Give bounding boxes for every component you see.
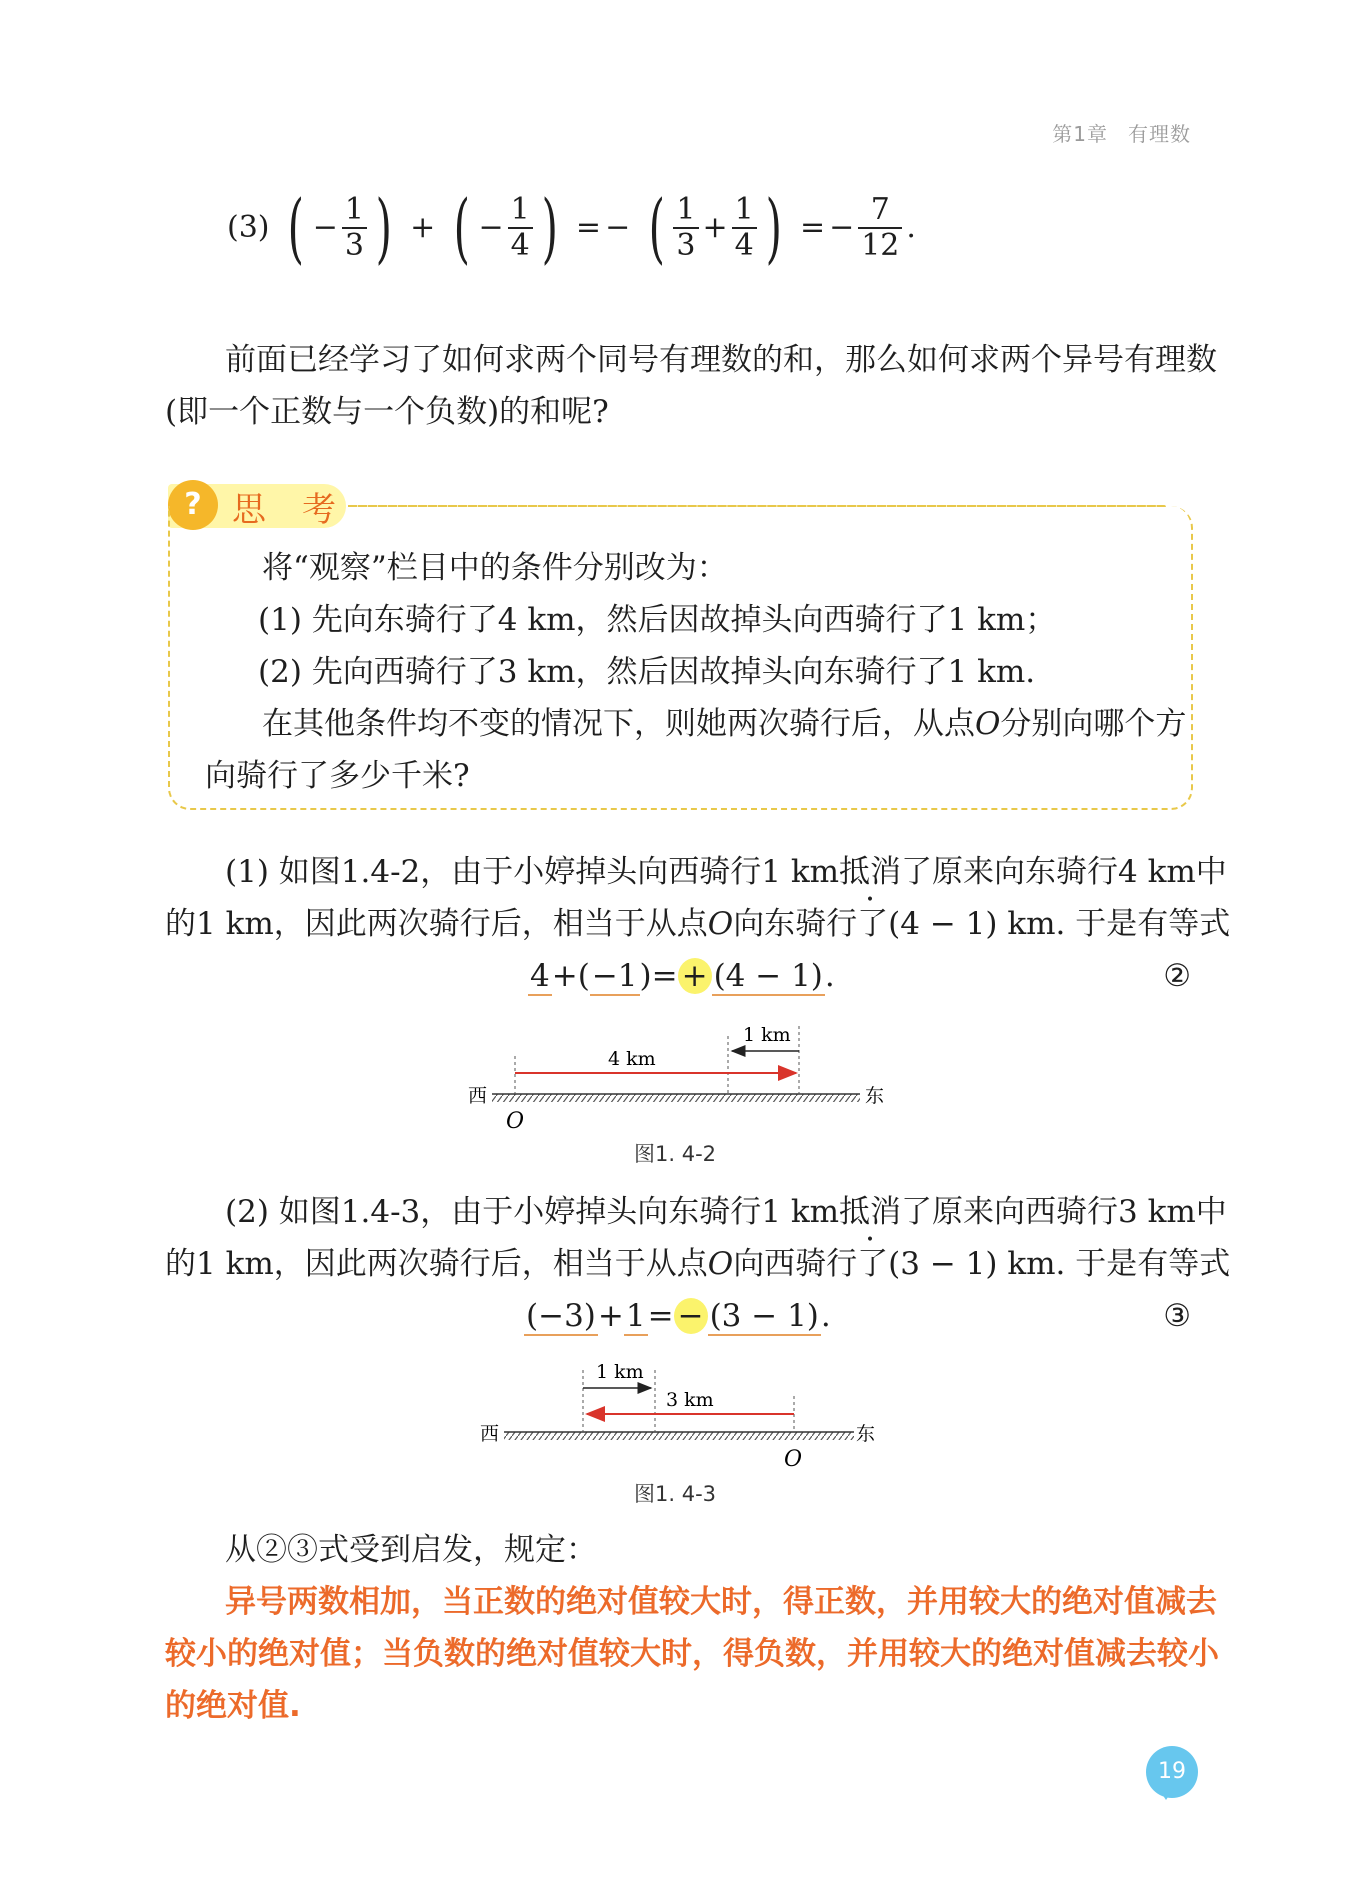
period: . — [820, 1298, 831, 1334]
numerator: 1 — [342, 193, 367, 229]
label-long: 3 km — [666, 1389, 714, 1411]
fraction — [342, 193, 367, 263]
numerator: 1 — [673, 193, 698, 229]
think-line-4-part-a: 在其他条件均不变的情况下，则她两次骑行后，从点 — [262, 706, 975, 742]
denominator: 4 — [510, 228, 530, 263]
equation-number-2: ② — [1163, 958, 1191, 994]
paren: ) — [765, 183, 782, 272]
fraction — [858, 193, 902, 263]
think-box-top-border — [348, 505, 1166, 507]
part2-line-1-a: (2) 如图1.4-3，由于小婷掉头向东骑行1 km — [225, 1194, 840, 1230]
figure-caption-1: 图1. 4-2 — [634, 1142, 717, 1166]
ground-hatch — [492, 1094, 860, 1102]
sign-highlight: + — [678, 958, 712, 994]
think-title: 思考 — [232, 490, 372, 530]
ground-hatch — [504, 1432, 854, 1440]
rule-line-2: 较小的绝对值；当负数的绝对值较大时，得负数，并用较大的绝对值减去较小 — [165, 1636, 1219, 1672]
conclusion-lead: 从②③式受到启发，规定： — [225, 1532, 597, 1568]
label-long: 4 km — [608, 1048, 656, 1070]
point-o: O — [975, 706, 1001, 742]
think-line-2: (1) 先向东骑行了4 km，然后因故掉头向西骑行了1 km； — [258, 602, 1057, 638]
minus-sign: − — [312, 210, 338, 245]
equation-label: (3) — [227, 210, 270, 245]
fraction — [732, 193, 757, 263]
part1-line-1 — [225, 846, 1227, 898]
denominator: 3 — [676, 228, 696, 263]
paren: ) — [375, 183, 392, 272]
eq-term: 1 — [625, 1298, 646, 1334]
part2-line-1-b: 了原来向西骑行3 km中 — [901, 1194, 1227, 1230]
figure-1-4-3 — [470, 1356, 880, 1476]
fraction — [508, 193, 533, 263]
emphasis-dotted: 抵消 — [839, 1194, 902, 1230]
rule-line-1: 异号两数相加，当正数的绝对值较大时，得正数，并用较大的绝对值减去 — [225, 1584, 1217, 1620]
part1-line-1-b: 了原来向东骑行4 km中 — [901, 854, 1227, 890]
part1-line-1-a: (1) 如图1.4-2，由于小婷掉头向西骑行1 km — [225, 854, 840, 890]
think-line-5: 向骑行了多少千米? — [205, 758, 470, 794]
chapter-header — [1032, 118, 1191, 147]
paren: ( — [648, 183, 665, 272]
minus-sign: − — [605, 210, 631, 245]
lightbulb-icon: ? — [168, 480, 218, 530]
rule-line-3: 的绝对值. — [165, 1688, 301, 1724]
page-number-tail — [1158, 1788, 1174, 1800]
denominator: 12 — [861, 228, 900, 263]
intro-line-1: 前面已经学习了如何求两个同号有理数的和，那么如何求两个异号有理数 — [225, 342, 1217, 378]
minus-sign: − — [829, 210, 855, 245]
equation-number-3: ③ — [1163, 1298, 1191, 1334]
period: . — [824, 958, 835, 994]
equals-sign: = — [799, 210, 826, 245]
eq-op: )= — [639, 958, 678, 994]
numerator: 1 — [732, 193, 757, 229]
equals-sign: = — [575, 210, 602, 245]
eq-term: (4 − 1) — [713, 958, 823, 994]
chapter-title: 有理数 — [1128, 122, 1191, 146]
label-east: 东 — [856, 1423, 876, 1445]
label-west: 西 — [480, 1423, 500, 1445]
numerator: 7 — [858, 193, 902, 229]
intro-line-2: (即一个正数与一个负数)的和呢? — [165, 394, 609, 430]
plus-sign: + — [410, 210, 436, 245]
think-line-3: (2) 先向西骑行了3 km，然后因故掉头向东骑行了1 km. — [258, 654, 1036, 690]
figure-1-4-2 — [460, 1016, 885, 1136]
label-west: 西 — [468, 1085, 488, 1107]
paren: ) — [541, 183, 558, 272]
think-line-1: 将“观察”栏目中的条件分别改为： — [262, 550, 728, 586]
eq-op: = — [647, 1298, 674, 1334]
eq-term: 4 — [530, 958, 550, 994]
period: . — [906, 210, 916, 245]
label-short: 1 km — [743, 1024, 791, 1046]
minus-sign: − — [478, 210, 504, 245]
equation-3b — [524, 1290, 831, 1342]
point-o: O — [707, 1246, 734, 1282]
eq-op: +( — [551, 958, 590, 994]
point-o: O — [707, 906, 734, 942]
numerator: 1 — [508, 193, 533, 229]
page-number: 19 — [1146, 1746, 1198, 1798]
eq-term: −1 — [591, 958, 638, 994]
label-origin: O — [506, 1109, 525, 1134]
part2-line-2 — [165, 1238, 1230, 1290]
think-line-4-part-b: 分别向哪个方 — [1000, 706, 1187, 742]
part2-line-2-a: 的1 km，因此两次骑行后，相当于从点 — [165, 1246, 708, 1282]
paren: ( — [287, 183, 305, 272]
plus-sign: + — [702, 210, 728, 245]
eq-term: (3 − 1) — [709, 1298, 819, 1334]
label-east: 东 — [865, 1085, 885, 1107]
think-line-4 — [262, 698, 1186, 750]
label-short: 1 km — [596, 1361, 644, 1383]
part2-line-2-b: 向西骑行了(3 − 1) km. 于是有等式 — [733, 1246, 1231, 1282]
fraction — [673, 193, 698, 263]
denominator: 4 — [734, 228, 754, 263]
sign-highlight: − — [674, 1298, 708, 1334]
chapter-label: 第1章 — [1052, 122, 1108, 146]
equation-3 — [225, 183, 918, 272]
emphasis-dotted: 抵消 — [839, 854, 902, 890]
figure-caption-2: 图1. 4-3 — [634, 1482, 717, 1506]
part2-line-1 — [225, 1186, 1227, 1238]
paren: ( — [453, 183, 470, 272]
part1-line-2-b: 向东骑行了(4 − 1) km. 于是有等式 — [733, 906, 1231, 942]
eq-op: + — [597, 1298, 624, 1334]
equation-2 — [528, 950, 835, 1002]
part1-line-2-a: 的1 km，因此两次骑行后，相当于从点 — [165, 906, 708, 942]
label-origin: O — [784, 1447, 803, 1472]
eq-term: (−3) — [526, 1298, 596, 1334]
denominator: 3 — [344, 228, 364, 263]
part1-line-2 — [165, 898, 1230, 950]
